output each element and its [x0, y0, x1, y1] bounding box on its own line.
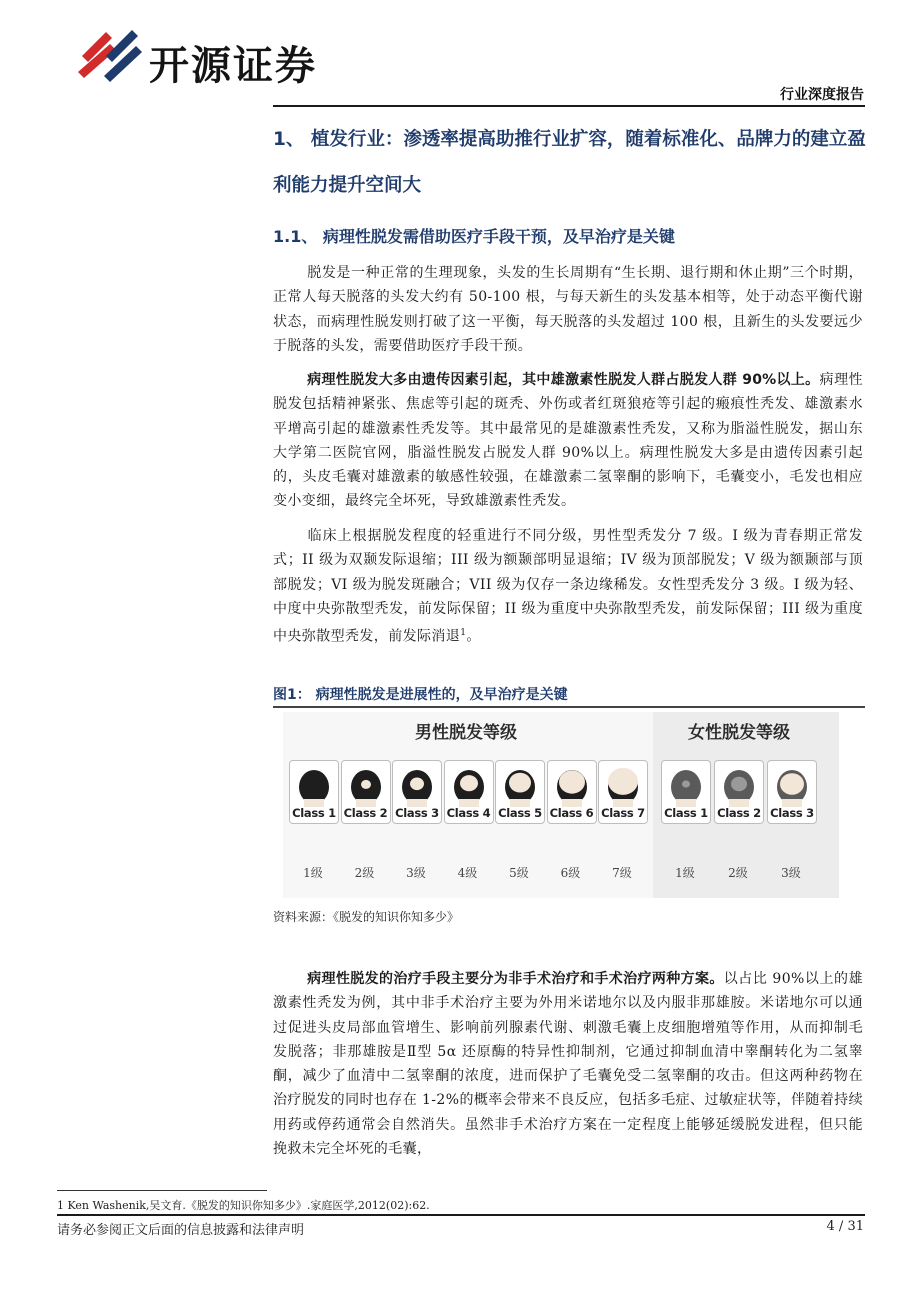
- logo-mark-icon: [76, 26, 146, 86]
- paragraph-4-text: 以占比 90%以上的雄激素性秃发为例，其中非手术治疗主要为外用米诺地尔以及内服非那雄胺。米诺地尔可以通过促进头皮局部血管增生、影响前列腺素代谢、刺激毛囊上皮细胞增殖等作用，从而抑制毛发脱落；非那雄胺是Ⅱ型 5α 还原酶的特异性抑制剂，它通过抑制血清中睾酮转化为二氢睾酮，减少了血清中二氢睾酮的浓度，进而保护了毛囊免受二氢睾酮的攻击。但这两种药物在治疗脱发的同时也存在 1-2%的概率会带来不良反应，包括多毛症、过敏症状等，伴随着持续用药或停药通常会自然消失。虽然非手术治疗方案在一定程度上能够延缓脱发进程，但只能挽救未完全坏死的毛囊，: [273, 971, 863, 1158]
- male-class-label: Class 4: [446, 806, 491, 820]
- head-illustration-icon: [715, 763, 763, 807]
- female-class-card: [661, 760, 711, 824]
- footer-disclaimer: 请务必参阅正文后面的信息披露和法律声明: [57, 1223, 305, 1238]
- head-illustration-icon: [393, 763, 441, 807]
- male-grades-title: 男性脱发等级: [415, 723, 517, 743]
- female-grade-label: 1级: [675, 866, 695, 880]
- male-grade-label: 3级: [406, 866, 426, 880]
- paragraph-2-lead: 病理性脱发大多由遗传因素引起，其中雄激素性脱发人群占脱发人群 90%以上。: [307, 372, 820, 388]
- head-illustration-icon: [662, 763, 710, 807]
- male-class-label: Class 1: [292, 806, 336, 820]
- head-illustration-icon: [599, 763, 647, 807]
- paragraph-1-text: 脱发是一种正常的生理现象，头发的生长周期有“生长期、退行期和休止期”三个时期，正常人每天脱落的头发大约有 50-100 根，与每天新生的头发基本相等，处于动态平衡代谢状态，而病理性脱发则打破了这一平衡，每天脱落的头发超过 100 根，且新生的头发要远少于脱落的头发，需要借助医疗手段干预。: [273, 265, 863, 354]
- male-class-card: [444, 760, 494, 824]
- footer-divider: [57, 1214, 865, 1216]
- company-name: 开源证券: [149, 43, 317, 89]
- paragraph-2-text: 病理性脱发包括精神紧张、焦虑等引起的斑秃、外伤或者红斑狼疮等引起的瘢痕性秃发、雄激素水平增高引起的雄激素性秃发等。其中最常见的是雄激素性秃发，又称为脂溢性脱发，据山东大学第二医院官网，脂溢性脱发占脱发人群 90%以上。病理性脱发大多是由遗传因素引起的，头皮毛囊对雄激素的敏感性较强，在雄激素二氢睾酮的影响下，毛囊变小，毛发也相应变小变细，最终完全坏死，导致雄激素性秃发。: [273, 372, 863, 510]
- head-illustration-icon: [290, 763, 338, 807]
- report-type: 行业深度报告: [780, 87, 864, 103]
- female-class-label: Class 1: [664, 806, 708, 820]
- male-class-card: [392, 760, 442, 824]
- male-class-label: Class 6: [549, 806, 594, 820]
- paragraph-1: [273, 261, 863, 358]
- head-illustration-icon: [342, 763, 390, 807]
- footnote-ref[interactable]: 1: [460, 628, 467, 639]
- head-illustration-icon: [496, 763, 544, 807]
- female-grades-title: 女性脱发等级: [688, 723, 790, 743]
- male-grade-label: 6级: [560, 866, 581, 880]
- female-class-label: Class 3: [770, 806, 814, 820]
- male-grade-label: 7级: [612, 866, 632, 880]
- male-class-label: Class 5: [498, 806, 542, 820]
- female-grade-label: 3级: [781, 866, 801, 880]
- paragraph-4-lead: 病理性脱发的治疗手段主要分为非手术治疗和手术治疗两种方案。: [307, 971, 724, 987]
- figure-divider: [273, 706, 865, 708]
- figure-source: 资料来源：《脱发的知识你知多少》: [273, 910, 460, 924]
- footnote: 1 Ken Washenik,吴文育.《脱发的知识你知多少》.家庭医学,2012(02):62.: [57, 1199, 430, 1212]
- paragraph-2: [273, 368, 863, 514]
- paragraph-3-text: 临床上根据脱发程度的轻重进行不同分级，男性型秃发分 7 级。I 级为青春期正常发式；II 级为双颞发际退缩；III 级为额颞部明显退缩；IV 级为顶部脱发；V 级为额颞部与顶部脱发；VI 级为脱发斑融合；VII 级为仅存一条边缘稀发。女性型秃发分 3 级。I 级为轻、中度中央弥散型秃发，前发际保留；II 级为重度中央弥散型秃发，前发际保留；III 级为重度中央弥散型秃发，前发际消退: [273, 528, 863, 645]
- company-logo: [76, 26, 376, 89]
- male-class-card: [289, 760, 339, 824]
- male-class-label: Class 2: [343, 806, 388, 820]
- male-class-label: Class 7: [601, 806, 645, 820]
- male-class-card: [547, 760, 597, 824]
- female-grade-label: 2级: [728, 866, 748, 880]
- head-illustration-icon: [768, 763, 816, 807]
- figure-1-title: 图1： 病理性脱发是进展性的，及早治疗是关键: [273, 687, 568, 703]
- male-grade-label: 2级: [354, 866, 375, 880]
- hair-loss-grade-chart: [283, 712, 839, 898]
- male-class-card: [495, 760, 545, 824]
- header-divider: [273, 105, 865, 107]
- section-heading-1-1: 1.1、 病理性脱发需借助医疗手段干预，及早治疗是关键: [273, 227, 675, 246]
- male-class-card: [598, 760, 648, 824]
- male-grade-label: 5级: [509, 866, 529, 880]
- female-class-label: Class 2: [717, 806, 761, 820]
- page-number: 4 / 31: [826, 1219, 864, 1234]
- paragraph-4: [273, 967, 863, 1161]
- head-illustration-icon: [548, 763, 596, 807]
- male-class-label: Class 3: [395, 806, 439, 820]
- male-grade-label: 1级: [303, 866, 323, 880]
- section-heading-1: 1、 植发行业：渗透率提高助推行业扩容，随着标准化、品牌力的建立盈利能力提升空间大: [273, 129, 866, 196]
- paragraph-3-end: 。: [466, 628, 481, 645]
- head-illustration-icon: [445, 763, 493, 807]
- male-grade-label: 4级: [457, 866, 478, 880]
- male-class-card: [341, 760, 391, 824]
- female-class-card: [767, 760, 817, 824]
- paragraph-3: [273, 524, 863, 649]
- female-class-card: [714, 760, 764, 824]
- footnote-divider: [57, 1190, 267, 1191]
